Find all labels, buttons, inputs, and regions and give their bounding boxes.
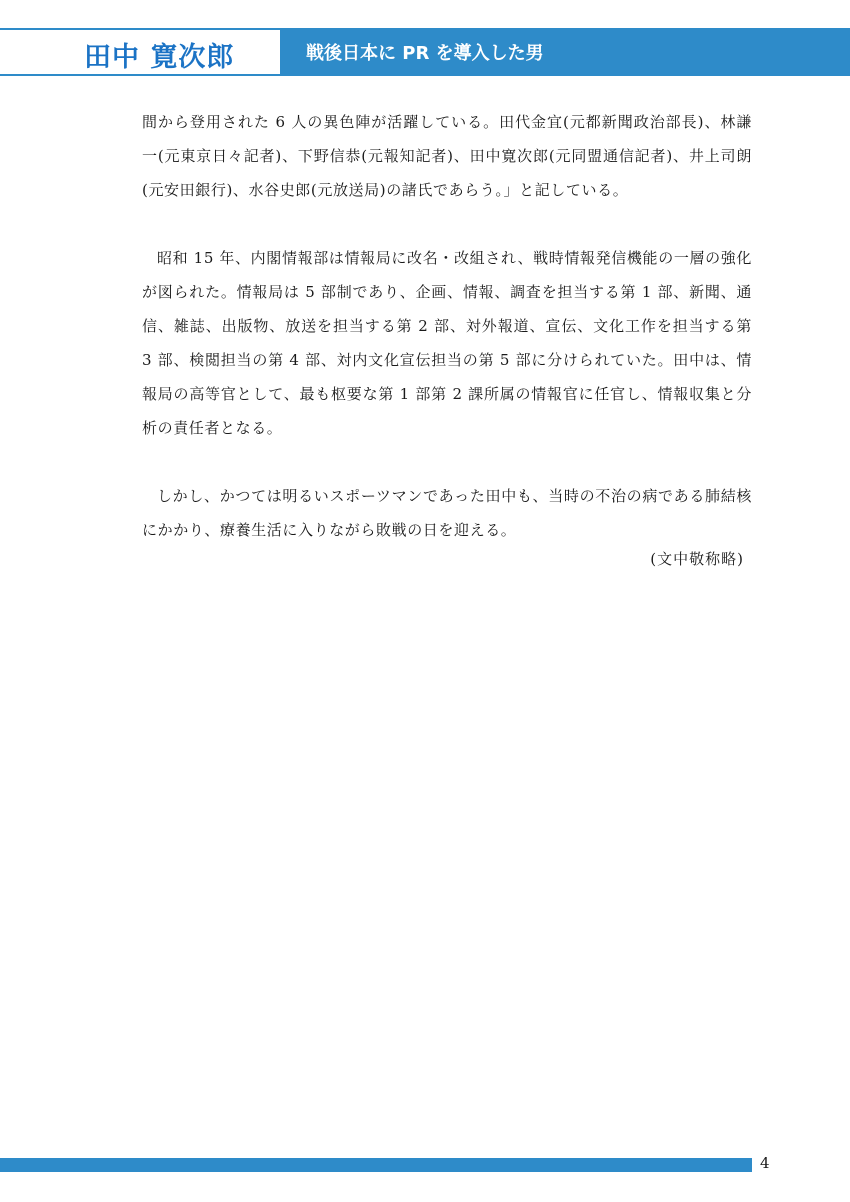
honorific-note: (文中敬称略) <box>650 550 744 568</box>
paragraph-2: 昭和 15 年、内閣情報部は情報局に改名・改組され、戦時情報発信機能の一層の強化が図られた。情報局は 5 部制であり、企画、情報、調査を担当する第 1 部、新聞、通信、雑誌、出版物、放送を担当する第 2 部、対外報道、宣伝、文化工作を担当する第 3 部、検閲担当の第 4 部、対内文化宣伝担当の第 5 部に分けられていた。田中は、情報局の高等官として、最も枢要な第 1 部第 2 課所属の情報官に任官し、情報収集と分析の責任者となる。 <box>142 249 752 437</box>
paragraph-gap <box>142 445 752 479</box>
paragraph-1: 間から登用された 6 人の異色陣が活躍している。田代金宜(元都新聞政治部長)、林謙一(元東京日々記者)、下野信恭(元報知記者)、田中寛次郎(元同盟通信記者)、井上司朗(元安田銀行)、水谷史郎(元放送局)の諸氏であらう。」と記している。 <box>142 113 752 199</box>
article-body <box>142 105 752 571</box>
page-number: 4 <box>760 1154 770 1172</box>
author-name: 田中 寛次郎 <box>84 42 235 73</box>
page-subtitle: 戦後日本に PR を導入した男 <box>306 43 544 64</box>
footer-bar <box>0 1158 752 1172</box>
paragraph-3: しかし、かつては明るいスポーツマンであった田中も、当時の不治の病である肺結核にかかり、療養生活に入りながら敗戦の日を迎える。 <box>142 487 752 539</box>
header-title-bar <box>282 28 850 76</box>
paragraph-gap <box>142 207 752 241</box>
header-name-box <box>0 28 282 76</box>
